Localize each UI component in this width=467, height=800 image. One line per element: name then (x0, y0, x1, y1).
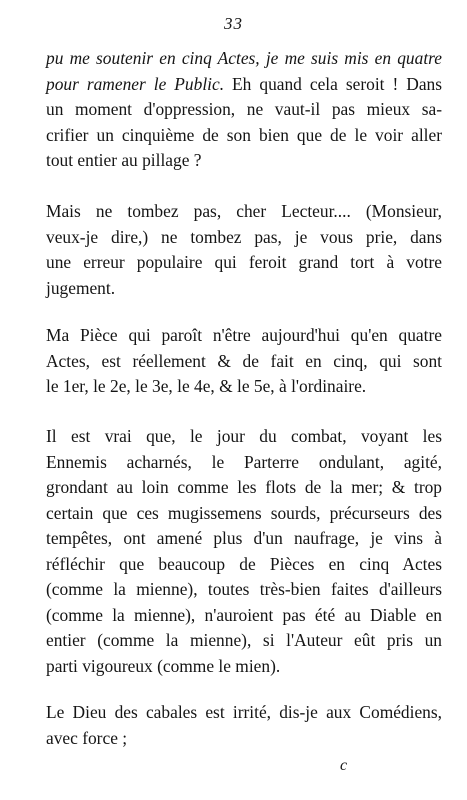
paragraph-4-line-1: Il est vrai que, le jour du combat, voyant les (46, 426, 442, 446)
page-number: 33 (224, 14, 243, 33)
paragraph-2-line-4: jugement. (46, 277, 116, 298)
roman-phrase: Eh quand cela seroit ! Dans (224, 73, 442, 94)
paragraph-4-line-6: réfléchir que beaucoup de Pièces en cinq Actes (46, 553, 442, 574)
paragraph-4-line-8: (comme la mienne), n'auroient pas été au Diable en (46, 604, 442, 625)
paragraph-3-line-1: Ma Pièce qui paroît n'être aujourd'hui qu'en quatre (46, 325, 442, 345)
paragraph-1-line-3 (46, 97, 442, 123)
paragraph-1 (46, 46, 442, 174)
paragraph-4-line-2: Ennemis acharnés, le Parterre ondulant, agité, (46, 451, 442, 472)
paragraph-3 (46, 323, 442, 400)
paragraph-2 (46, 199, 442, 301)
paragraph-5-line-1: Le Dieu des cabales est irrité, dis-je aux Comédiens, (46, 702, 442, 722)
paragraph-2-line-1: Mais ne tombez pas, cher Lecteur.... (Monsieur, (46, 201, 442, 221)
paragraph-3-line-3: le 1er, le 2e, le 3e, le 4e, & le 5e, à l'ordinaire. (46, 376, 367, 396)
paragraph-4-line-5: tempêtes, ont amené plus d'un naufrage, je vins à (46, 528, 442, 548)
paragraph-4-line-4: certain que ces mugissemens sourds, précurseurs des (46, 502, 442, 523)
paragraph-3-line-2: Actes, est réellement & de fait en cinq, qui sont (46, 350, 442, 371)
paragraph-4-line-9: entier (comme la mienne), si l'Auteur eût pris un (46, 630, 442, 650)
paragraph-5 (46, 700, 442, 751)
roman-phrase: tout entier au pillage ? (46, 150, 202, 170)
paragraph-1-line-5 (46, 148, 442, 174)
roman-phrase: crifier un cinquième de son bien que de le voir aller (46, 124, 442, 145)
roman-phrase: un moment d'oppression, ne vaut-il pas mieux sa- (46, 99, 442, 119)
signature-mark: c (340, 757, 348, 774)
paragraph-1-line-1 (46, 46, 442, 72)
italic-phrase: pour ramener le Public. (46, 73, 225, 94)
paragraph-2-line-2: veux-je dire,) ne tombez pas, je vous prie, dans (46, 226, 442, 247)
paragraph-4 (46, 424, 442, 679)
italic-phrase: pu me soutenir en cinq Actes, je me suis mis en quatre (46, 48, 442, 68)
paragraph-1-line-2 (46, 72, 442, 98)
paragraph-4-line-7: (comme la mienne), toutes très-bien faites d'ailleurs (46, 579, 442, 599)
paragraph-4-line-3: grondant au loin comme les flots de la mer; & trop (46, 477, 442, 497)
paragraph-4-line-10: parti vigoureux (comme le mien). (46, 655, 281, 676)
paragraph-2-line-3: une erreur populaire qui feroit grand tort à votre (46, 252, 442, 272)
paragraph-5-line-2: avec force ; (46, 727, 128, 748)
paragraph-1-line-4 (46, 123, 442, 149)
